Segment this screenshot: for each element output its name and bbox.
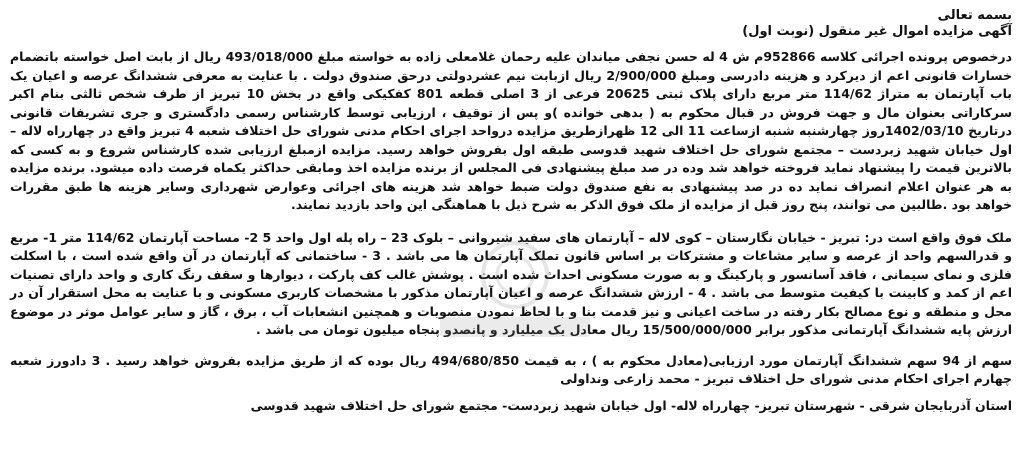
case-paragraph: درخصوص پرونده اجرائی کلاسه 952866م ش 4 له حسن نجفی میاندان علیه رحمان غلامعلی زاده به خواسته مبلغ 493/018/000 ریال از بابت اصل خواسته باتضمام خسارات قانونی اعم از دیرکرد و هزینه دادرسی ومبلغ 2/900/000 ریال ازبابت نیم عشردولتی درحق صندوق دولت . با عنایت به معرفی ششدانگ عرصه و اعیان یک باب آپارتمان به متراژ 114/62 متر مربع دارای پلاک ثبتی 20625 فرعی از 3 اصلی قطعه 801 کفکیکی واقع در بخش 10 تبریز از طرف شخص ثالثی بنام اکبر سرکاراتی بعنوان مال و جهت فروش در قبال محکوم به ( بدهی خوانده )و پس از توقیف ، ارزیابی توسط کارشناس رسمی دادگستری و جری تشریفات قانونی درتاریخ 1402/03/10روز چهارشنبه شنبه ازساعت 11 الی 12 ظهرازطریق مزایده درواحد اجرای احکام مدنی شورای حل اختلاف شعبه 4 تبریز واقع در چهارراه لاله – اول خیابان شهید زبردست – مجتمع شورای حل اختلاف شهید قدوسی طبقه اول بفروش خواهد رسید. مزایده ازمبلغ ارزیابی شده کارشناس شروع و به کسی که بالاترین قیمت را پیشنهاد نماید فروخته خواهد شد وده در صد مبلغ پیشنهادی فی المجلس از برنده مزایده اخذ ومابقی حداکثر یکماه فرصت داده میشود. برنده مزایده به هر عنوان اعلام انصراف نماید ده در صد پیشنهادی به نفع صندوق دولت ضبط خواهد شد هزینه های اجرائی وعوارض شهرداری وسایر هزینه ها طبق مقررات خواهد بود .طالبین می توانند، پنج روز قبل از مزایده از ملک فوق الذکر به شرح ذیل با هماهنگی این واحد بازدید نمایند. bbox=[10, 49, 1013, 212]
basmaleh: بسمه تعالی bbox=[937, 8, 1012, 23]
address-footer: استان آذربایجان شرقی - شهرستان تبریز- چهارراه لاله- اول خیابان شهید زبردست- مجتمع شورای حل اختلاف شهید قدوسی bbox=[250, 397, 1012, 413]
notice-title: آگهی مزایده اموال غیر منقول (نوبت اول) bbox=[742, 24, 1012, 39]
header bbox=[10, 8, 1012, 40]
property-description: ملک فوق واقع است در: تبریز - خیابان نگارستان – کوی لاله – آپارتمان های سفید شیروانی – بلوک 23 – راه پله اول واحد 5 2- مساحت آپارتمان 114/62 متر 1- مربع و قدرالسهم واحد از عرصه و سایر مشاعات و مشترکات بر اساس قانون تملک آپارتمان ها می باشد . 3 - ساختمانی که آپارتمان در آن واقع شده است ، با اسکلت فلزی و نمای سیمانی ، فاقد آسانسور و پارکینگ و به صورت مسکونی احداث شده است . پوشش غالب کف پارکت ، دیوارها و سقف رنگ کاری و واحد دارای تصنیات اعم از کمد و کابینت با کیفیت متوسط می باشد . 4 - ارزش ششدانگ عرصه و اعیان آپارتمان مذکور با مشخصات کاربری مسکونی و با عنایت به محل استقرار آن در محل و منطقه و نوع مصالح بکار رفته در ساخت اعیانی و نیز قدمت بنا و با لحاظ نمودن منصوبات و همچنین انشعابات آب ، برق ، گاز و سایر عوامل موثر در موضوع ارزش پایه ششدانگ آپارتمانی مذکور برابر 15/500/000/000 ریال معادل یک میلیارد و پانصدو پنجاه میلیون تومان می باشد . bbox=[10, 229, 1012, 337]
share-and-signature: سهم از 94 سهم ششدانگ آپارتمان مورد ارزیابی(معادل محکوم به ) ، به قیمت 494/680/850 ریال بوده که از طریق مزایده بفروش خواهد رسید . 3 دادورز شعبه چهارم اجرای احکام مدنی شورای حل اختلاف تبریز - محمد زارعی ونداولی bbox=[10, 352, 1013, 386]
